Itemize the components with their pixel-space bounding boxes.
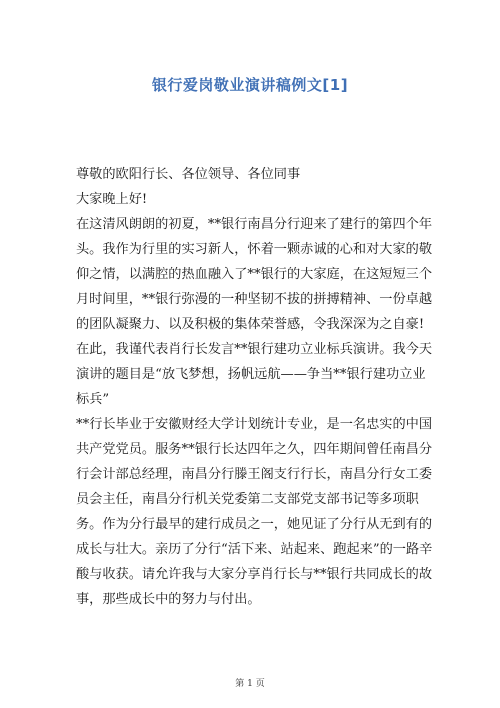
document-title: 银行爱岗敬业演讲稿例文[1] [151,76,349,94]
document-body [76,162,434,612]
paragraph-profile: **行长毕业于安徽财经大学计划统计专业，是一名忠实的中国共产党党员。服务**银行长达四年之久，四年期间曾任南昌分行会计部总经理，南昌分行滕王阁支行行长，南昌分行女工委员会主任，南昌分行机关党委第二支部党支部书记等多项职务。作为分行最早的建行成员之一，她见证了分行从无到有的成长与壮大。亲历了分行“活下来、站起来、跑起来”的一路辛酸与收获。请允许我与大家分享肖行长与**银行共同成长的故事，那些成长中的努力与付出。 [76,417,433,607]
salutation: 尊敬的欧阳行长、各位领导、各位同事 [76,167,301,182]
page-number: 第 1 页 [235,679,265,689]
paragraph-intro: 在这清风朗朗的初夏，**银行南昌分行迎来了建行的第四个年头。我作为行里的实习新人，怀着一颗赤诚的心和对大家的敬仰之情，以满腔的热血融入了**银行的大家庭，在这短短三个月时间里，**银行弥漫的一种坚韧不拔的拼搏精神、一份卓越的团队凝聚力、以及积极的集体荣誉感，令我深深为之自豪!在此，我谨代表肖行长发言**银行建功立业标兵演讲。我今天演讲的题目是“放飞梦想，扬帆远航——争当**银行建功立业标兵” [76,217,433,407]
greeting: 大家晚上好! [76,192,148,207]
